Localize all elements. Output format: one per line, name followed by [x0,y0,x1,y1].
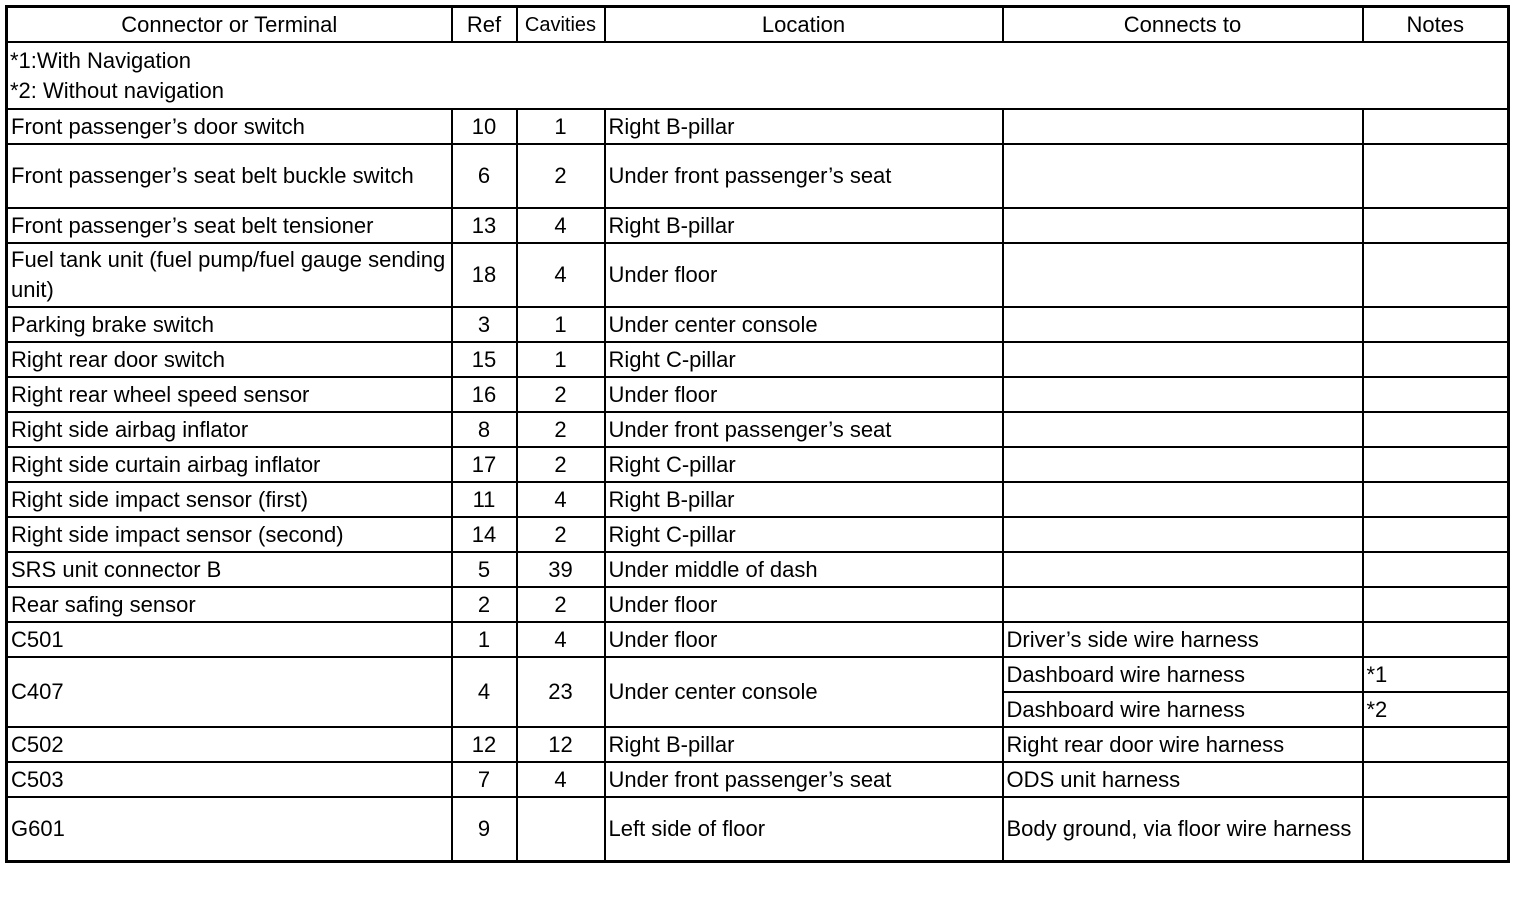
cell-notes [1363,482,1509,517]
table-row [7,208,1509,243]
cell-connector: C501 [7,622,452,657]
cell-ref: 17 [452,447,517,482]
cell-cavities: 2 [517,447,605,482]
cell-connector: Right rear wheel speed sensor [7,377,452,412]
cell-ref: 9 [452,797,517,862]
header-notes: Notes [1363,7,1509,43]
table-row [7,447,1509,482]
cell-connects-to [1003,587,1363,622]
cell-notes [1363,517,1509,552]
table-row [7,622,1509,657]
cell-connects-to [1003,243,1363,307]
table-row [7,482,1509,517]
cell-connector: G601 [7,797,452,862]
cell-notes [1363,622,1509,657]
cell-connects-to: Body ground, via floor wire harness [1003,797,1363,862]
cell-location: Right B-pillar [605,208,1003,243]
cell-cavities: 4 [517,208,605,243]
cell-location: Right C-pillar [605,517,1003,552]
cell-connector: Front passenger’s door switch [7,109,452,144]
cell-notes [1363,342,1509,377]
table-row [7,727,1509,762]
cell-connects-to [1003,208,1363,243]
cell-connector: C503 [7,762,452,797]
cell-cavities: 23 [517,657,605,727]
header-row [7,7,1509,43]
cell-connector: C407 [7,657,452,727]
cell-connects-to [1003,552,1363,587]
cell-connects-to [1003,307,1363,342]
cell-connector: Right rear door switch [7,342,452,377]
cell-location: Under front passenger’s seat [605,762,1003,797]
cell-notes [1363,243,1509,307]
cell-connector: Right side curtain airbag inflator [7,447,452,482]
header-connects-to: Connects to [1003,7,1363,43]
cell-ref: 13 [452,208,517,243]
cell-connector: Right side impact sensor (second) [7,517,452,552]
table-row [7,243,1509,307]
cell-location: Under center console [605,657,1003,727]
cell-notes [1363,412,1509,447]
cell-notes [1363,307,1509,342]
cell-notes [1363,797,1509,862]
table-row [7,517,1509,552]
footnote-2: *2: Without navigation [10,78,225,103]
cell-connects-to: Driver’s side wire harness [1003,622,1363,657]
footnote-row [7,42,1509,109]
cell-connector: SRS unit connector B [7,552,452,587]
cell-cavities [517,797,605,862]
table-row [7,109,1509,144]
table-row [7,377,1509,412]
cell-connector: Front passenger’s seat belt buckle switch [7,144,452,208]
cell-connector: Rear safing sensor [7,587,452,622]
table-row [7,412,1509,447]
cell-ref: 1 [452,622,517,657]
cell-ref: 6 [452,144,517,208]
cell-ref: 14 [452,517,517,552]
header-location: Location [605,7,1003,43]
cell-ref: 2 [452,587,517,622]
table-row [7,307,1509,342]
cell-location: Under front passenger’s seat [605,412,1003,447]
table-row [7,797,1509,862]
cell-connector: Front passenger’s seat belt tensioner [7,208,452,243]
table-row [7,144,1509,208]
cell-cavities: 4 [517,762,605,797]
cell-notes [1363,447,1509,482]
cell-connects-to: ODS unit harness [1003,762,1363,797]
cell-location: Right C-pillar [605,342,1003,377]
table-row [7,342,1509,377]
cell-connects-to: Dashboard wire harness [1003,657,1363,692]
footnote-1: *1:With Navigation [10,48,191,73]
cell-location: Under floor [605,622,1003,657]
cell-location: Under middle of dash [605,552,1003,587]
cell-connects-to [1003,517,1363,552]
cell-cavities: 2 [517,377,605,412]
cell-notes [1363,109,1509,144]
cell-ref: 5 [452,552,517,587]
cell-location: Under floor [605,243,1003,307]
cell-notes [1363,727,1509,762]
cell-notes [1363,208,1509,243]
cell-connects-to [1003,377,1363,412]
cell-notes: *2 [1363,692,1509,727]
cell-cavities: 2 [517,587,605,622]
cell-location: Under floor [605,587,1003,622]
cell-cavities: 12 [517,727,605,762]
cell-ref: 12 [452,727,517,762]
cell-ref: 16 [452,377,517,412]
cell-notes [1363,377,1509,412]
cell-connector: Right side airbag inflator [7,412,452,447]
cell-cavities: 39 [517,552,605,587]
table-row [7,587,1509,622]
cell-connector: Fuel tank unit (fuel pump/fuel gauge sending unit) [7,243,452,307]
cell-notes [1363,762,1509,797]
cell-connector: C502 [7,727,452,762]
cell-cavities: 4 [517,243,605,307]
table-row [7,657,1509,692]
footnotes [7,42,1509,109]
cell-location: Right B-pillar [605,482,1003,517]
cell-connects-to [1003,144,1363,208]
cell-cavities: 4 [517,622,605,657]
cell-ref: 7 [452,762,517,797]
connector-table-wrapper [5,5,1510,863]
table-row [7,552,1509,587]
cell-location: Left side of floor [605,797,1003,862]
cell-cavities: 1 [517,109,605,144]
cell-connects-to [1003,412,1363,447]
cell-notes [1363,587,1509,622]
cell-ref: 4 [452,657,517,727]
cell-cavities: 1 [517,307,605,342]
cell-ref: 3 [452,307,517,342]
cell-ref: 11 [452,482,517,517]
header-ref: Ref [452,7,517,43]
cell-location: Under center console [605,307,1003,342]
cell-notes: *1 [1363,657,1509,692]
cell-connects-to [1003,447,1363,482]
cell-notes [1363,144,1509,208]
cell-ref: 10 [452,109,517,144]
cell-notes [1363,552,1509,587]
cell-ref: 15 [452,342,517,377]
cell-location: Right C-pillar [605,447,1003,482]
table-row [7,762,1509,797]
cell-ref: 8 [452,412,517,447]
cell-location: Right B-pillar [605,109,1003,144]
cell-cavities: 4 [517,482,605,517]
cell-cavities: 2 [517,144,605,208]
connector-table [5,5,1510,863]
cell-location: Right B-pillar [605,727,1003,762]
cell-cavities: 1 [517,342,605,377]
header-cavities: Cavities [517,7,605,43]
cell-connects-to [1003,109,1363,144]
cell-connects-to [1003,342,1363,377]
cell-connector: Right side impact sensor (first) [7,482,452,517]
cell-cavities: 2 [517,517,605,552]
cell-connects-to [1003,482,1363,517]
cell-connects-to: Dashboard wire harness [1003,692,1363,727]
cell-location: Under floor [605,377,1003,412]
cell-cavities: 2 [517,412,605,447]
cell-location: Under front passenger’s seat [605,144,1003,208]
cell-ref: 18 [452,243,517,307]
header-connector: Connector or Terminal [7,7,452,43]
cell-connector: Parking brake switch [7,307,452,342]
cell-connects-to: Right rear door wire harness [1003,727,1363,762]
